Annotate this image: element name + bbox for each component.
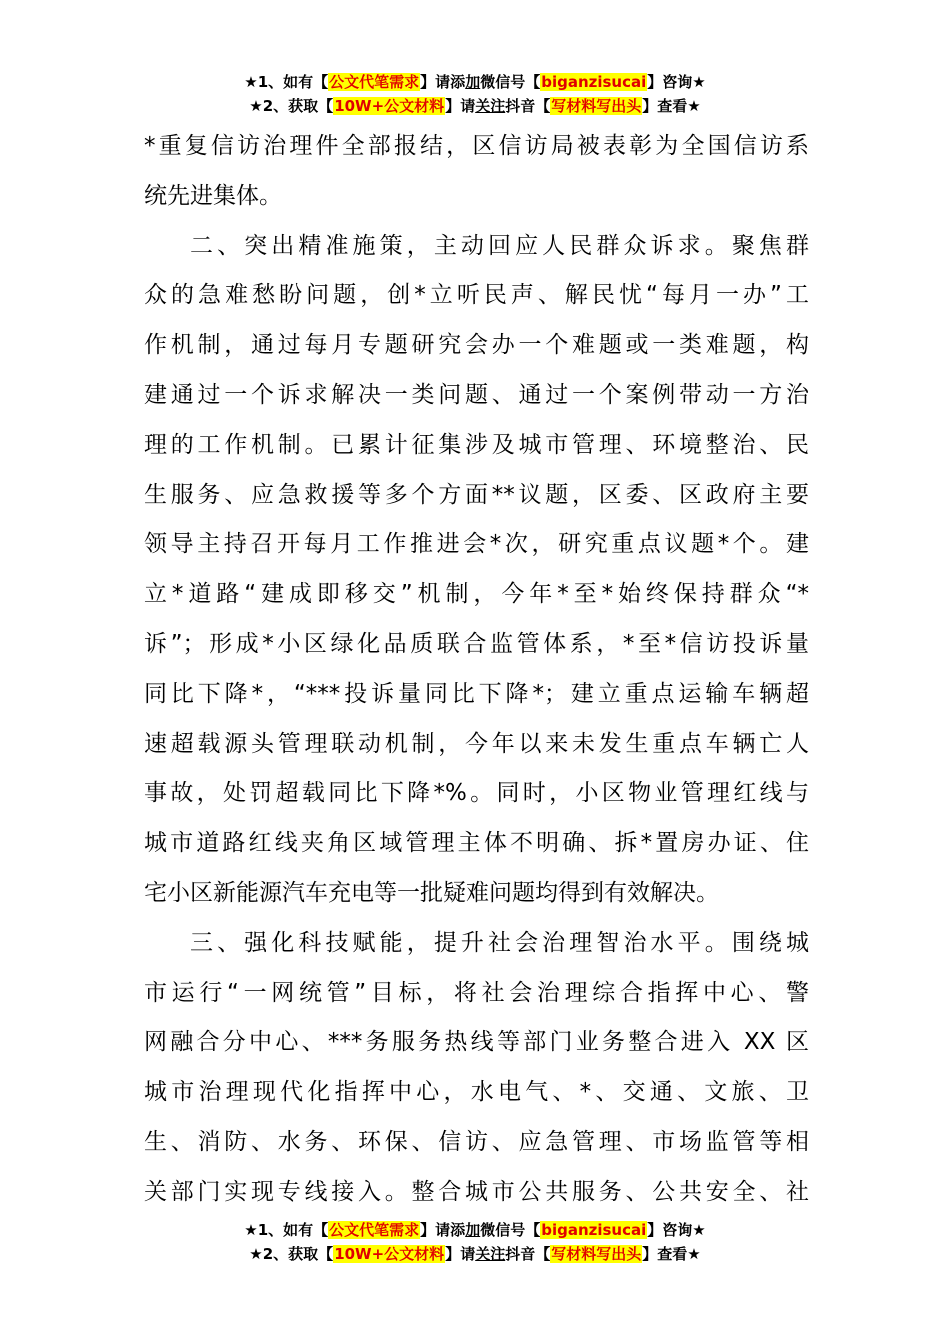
banner-highlight: biganzisucai: [541, 1221, 647, 1239]
banner-text: 】请: [445, 1245, 476, 1263]
banner-line-2: [0, 1242, 950, 1266]
body-line: 立*道路“建成即移交”机制，今年*至*始终保持群众“*: [144, 581, 809, 608]
banner-text: 微信号【: [480, 73, 541, 91]
banner-highlight: 公文代笔需求: [329, 73, 420, 91]
banner-text: 】查看★: [642, 97, 701, 115]
body-line: 统先进集体。: [144, 182, 282, 209]
body-line: 生、消防、水务、环保、信访、应急管理、市场监管等相: [144, 1128, 809, 1155]
body-line: 作机制，通过每月专题研究会办一个难题或一类难题，构: [144, 332, 809, 359]
body-line: 网融合分中心、***务服务热线等部门业务整合进入 XX 区: [144, 1029, 809, 1056]
header-banner: [0, 70, 950, 118]
banner-highlight: 公文代笔需求: [329, 1221, 420, 1239]
banner-text: ★2、获取【: [249, 1245, 334, 1263]
banner-underlined-text: 加: [465, 1221, 481, 1239]
banner-underlined-text: 关注: [475, 1245, 506, 1263]
body-line: 诉”；形成*小区绿化品质联合监管体系，*至*信访投诉量: [144, 630, 809, 657]
banner-text: 】咨询★: [647, 1221, 706, 1239]
body-line: *重复信访治理件全部报结，区信访局被表彰为全国信访系: [144, 133, 809, 159]
body-line: 速超载源头管理联动机制，今年以来未发生重点车辆亡人: [144, 730, 809, 757]
banner-text: ★2、获取【: [249, 97, 334, 115]
banner-underlined-text: 关注: [475, 97, 506, 115]
banner-text: ★1、如有【: [244, 1221, 329, 1239]
banner-text: ★1、如有【: [244, 73, 329, 91]
banner-underlined-text: 加: [465, 73, 481, 91]
body-line: 事故，处罚超载同比下降*%。同时，小区物业管理红线与: [144, 780, 809, 807]
banner-text: 】请添: [420, 1221, 466, 1239]
banner-text: 】请: [445, 97, 476, 115]
body-line: 生服务、应急救援等多个方面**议题，区委、区政府主要: [144, 481, 809, 508]
body-line: 建通过一个诉求解决一类问题、通过一个案例带动一方治: [144, 381, 809, 408]
banner-line-1: [0, 1218, 950, 1242]
banner-line-2: [0, 94, 950, 118]
banner-text: 微信号【: [480, 1221, 541, 1239]
body-line: 城市治理现代化指挥中心，水电气、*、交通、文旅、卫: [144, 1079, 809, 1106]
banner-line-1: [0, 70, 950, 94]
banner-highlight: 10W+公文材料: [334, 1245, 445, 1263]
paragraph-heading-line: 三、强化科技赋能，提升社会治理智治水平。围绕城: [190, 929, 809, 956]
banner-highlight: biganzisucai: [541, 73, 647, 91]
banner-text: 】请添: [420, 73, 466, 91]
body-line: 众的急难愁盼问题，创*立听民声、解民忧“每月一办”工: [144, 282, 809, 309]
banner-highlight: 10W+公文材料: [334, 97, 445, 115]
body-line: 领导主持召开每月工作推进会*次，研究重点议题*个。建: [144, 531, 809, 558]
document-body: [144, 122, 809, 1218]
body-line: 同比下降*，“***投诉量同比下降*；建立重点运输车辆超: [144, 680, 809, 707]
body-line: 城市道路红线夹角区域管理主体不明确、拆*置房办证、住: [144, 830, 809, 857]
banner-highlight: 写材料写出头: [551, 97, 642, 115]
banner-text: 抖音【: [505, 97, 551, 115]
body-line: 关部门实现专线接入。整合城市公共服务、公共安全、社: [144, 1178, 809, 1205]
body-line: 宅小区新能源汽车充电等一批疑难问题均得到有效解决。: [144, 879, 719, 906]
banner-text: 】查看★: [642, 1245, 701, 1263]
body-line: 理的工作机制。已累计征集涉及城市管理、环境整治、民: [144, 431, 809, 458]
paragraph-heading-line: 二、突出精准施策，主动回应人民群众诉求。聚焦群: [190, 232, 809, 259]
body-line: 市运行“一网统管”目标，将社会治理综合指挥中心、警: [144, 979, 809, 1006]
footer-banner: [0, 1218, 950, 1266]
banner-text: 抖音【: [505, 1245, 551, 1263]
banner-text: 】咨询★: [647, 73, 706, 91]
banner-highlight: 写材料写出头: [551, 1245, 642, 1263]
